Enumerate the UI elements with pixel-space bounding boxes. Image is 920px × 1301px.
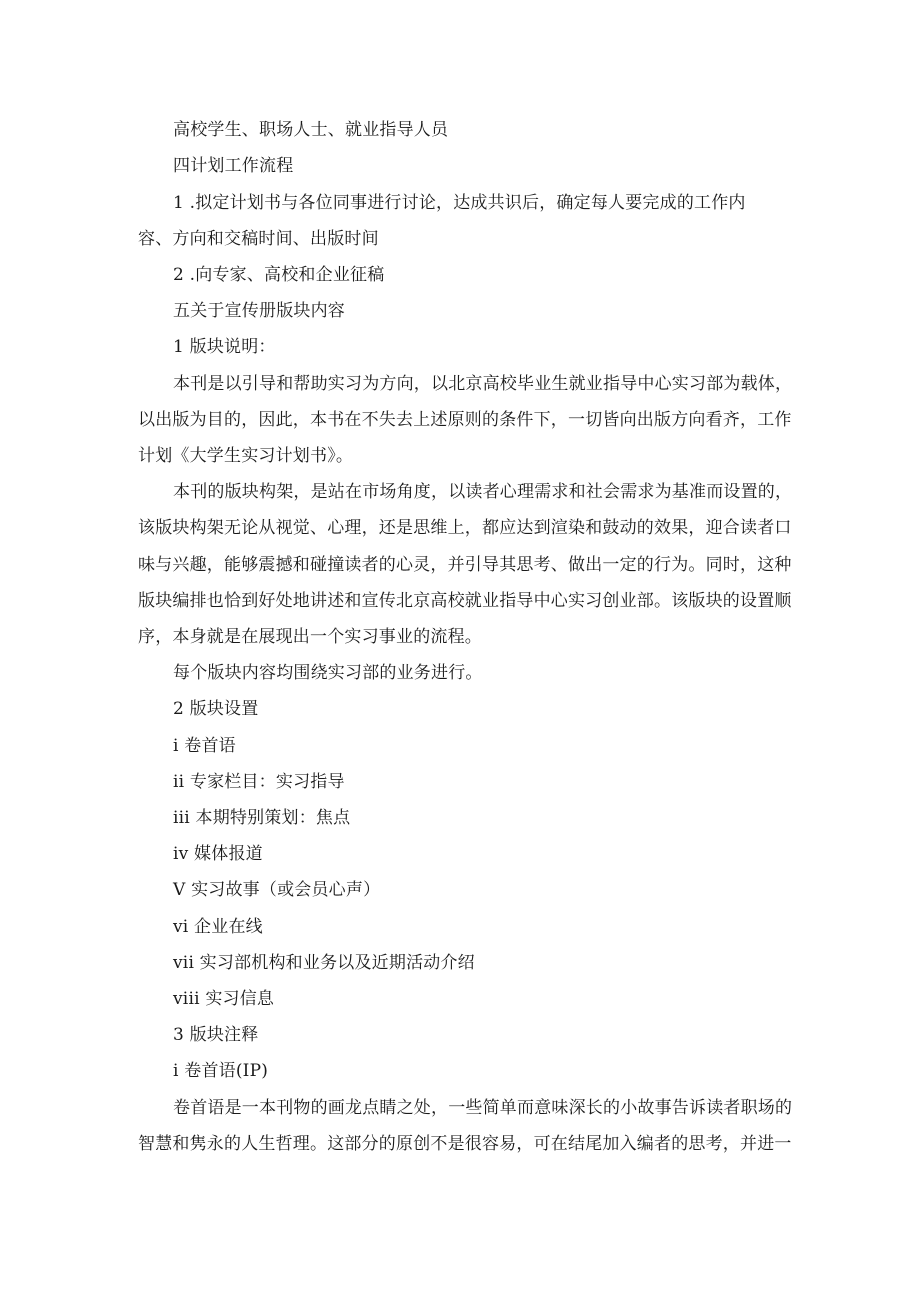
paragraph-text: 味与兴趣，能够震撼和碰撞读者的心灵，并引导其思考、做出一定的行为。同时，这种 [138, 555, 792, 575]
list-item: V 实习故事（或会员心声） [173, 880, 381, 900]
list-item: vi 企业在线 [173, 917, 263, 937]
paragraph-text: 本刊是以引导和帮助实习为方向，以北京高校毕业生就业指导中心实习部为载体， [173, 374, 793, 394]
workflow-step-1: 1 .拟定计划书与各位同事进行讨论，达成共识后，确定每人要完成的工作内 [173, 193, 746, 213]
workflow-step-1-continued: 容、方向和交稿时间、出版时间 [138, 229, 379, 249]
section-heading-workflow: 四计划工作流程 [173, 156, 294, 176]
workflow-step-2: 2 .向专家、高校和企业征稿 [173, 265, 385, 285]
paragraph-text: 该版块构架无论从视觉、心理，还是思维上，都应达到渲染和鼓动的效果，迎合读者口 [138, 518, 792, 538]
paragraph-text: 卷首语是一本刊物的画龙点睛之处，一些简单而意味深长的小故事告诉读者职场的 [173, 1098, 793, 1118]
subheading-section-description: 1 版块说明： [173, 337, 276, 357]
paragraph-text: 序，本身就是在展现出一个实习事业的流程。 [138, 627, 482, 647]
audience-line: 高校学生、职场人士、就业指导人员 [173, 120, 449, 140]
subheading-section-setup: 2 版块设置 [173, 699, 259, 719]
paragraph-text: 以出版为目的，因此，本书在不失去上述原则的条件下，一切皆向出版方向看齐，工作 [138, 410, 792, 430]
paragraph-text: 每个版块内容均围绕实习部的业务进行。 [173, 663, 483, 683]
paragraph-text: 版块编排也恰到好处地讲述和宣传北京高校就业指导中心实习创业部。该版块的设置顺 [138, 591, 792, 611]
list-item: ii 专家栏目：实习指导 [173, 772, 345, 792]
list-item: i 卷首语 [173, 736, 236, 756]
paragraph-text: 智慧和隽永的人生哲理。这部分的原创不是很容易，可在结尾加入编者的思考，并进一 [138, 1134, 792, 1154]
list-item: vii 实习部机构和业务以及近期活动介绍 [173, 953, 475, 973]
paragraph-text: 本刊的版块构架，是站在市场角度，以读者心理需求和社会需求为基准而设置的， [173, 482, 793, 502]
list-item: i 卷首语(IP) [173, 1061, 269, 1081]
list-item: viii 实习信息 [173, 989, 275, 1009]
list-item: iv 媒体报道 [173, 844, 263, 864]
subheading-section-notes: 3 版块注释 [173, 1025, 259, 1045]
section-heading-brochure: 五关于宣传册版块内容 [173, 301, 345, 321]
list-item: iii 本期特别策划：焦点 [173, 808, 351, 828]
paragraph-text: 计划《大学生实习计划书》。 [138, 446, 354, 466]
